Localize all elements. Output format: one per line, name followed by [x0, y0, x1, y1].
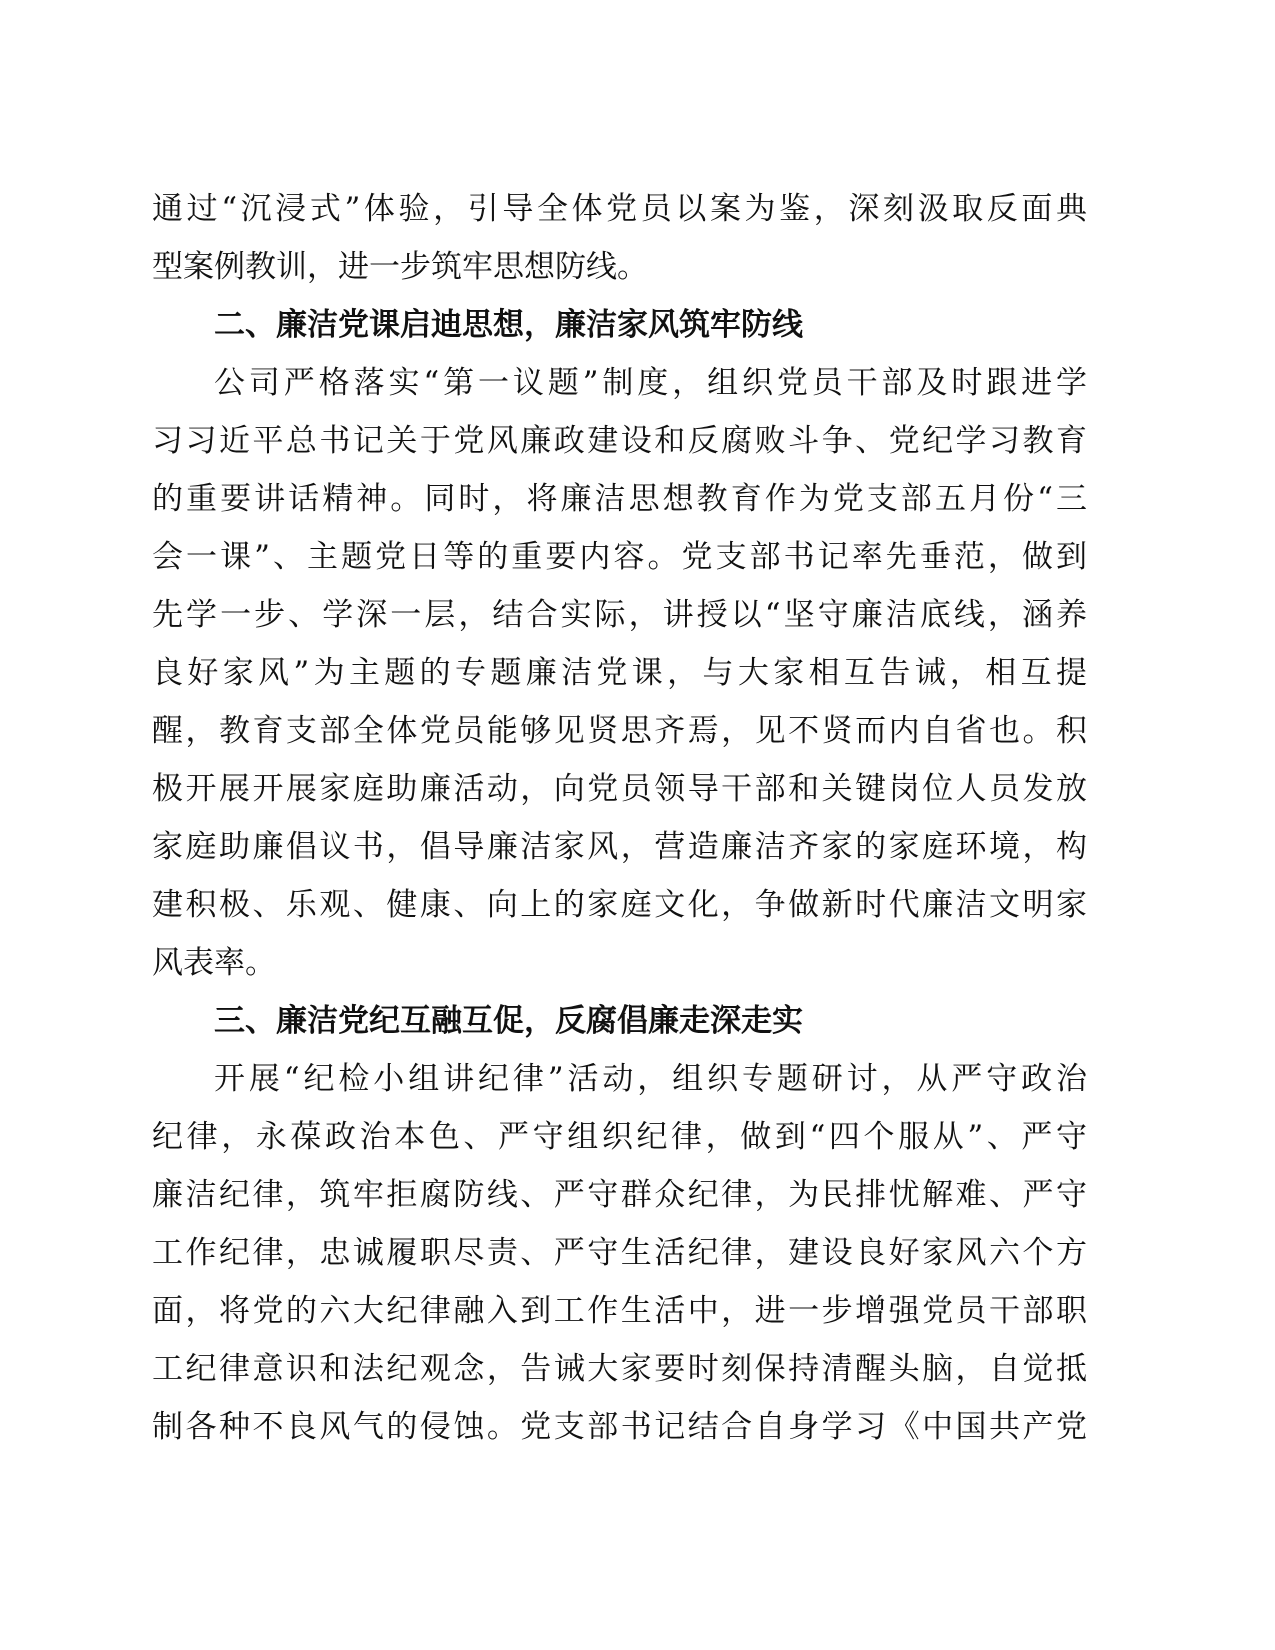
- paragraph-line: 型案例教训，进一步筑牢思想防线。: [152, 249, 648, 285]
- paragraph-line: 良好家风”为主题的专题廉洁党课，与大家相互告诫，相互提: [152, 655, 1087, 691]
- paragraph-line: 通过“沉浸式”体验，引导全体党员以案为鉴，深刻汲取反面典: [152, 191, 1087, 227]
- paragraph-line: 极开展开展家庭助廉活动，向党员领导干部和关键岗位人员发放: [152, 771, 1087, 807]
- paragraph-line: 制各种不良风气的侵蚀。党支部书记结合自身学习《中国共产党: [152, 1409, 1087, 1445]
- section-heading-2: 二、廉洁党课启迪思想，廉洁家风筑牢防线: [214, 307, 803, 343]
- paragraph-line: 会一课”、主题党日等的重要内容。党支部书记率先垂范，做到: [152, 539, 1087, 575]
- paragraph-line: 先学一步、学深一层，结合实际，讲授以“坚守廉洁底线，涵养: [152, 597, 1087, 633]
- paragraph-line: 开展“纪检小组讲纪律”活动，组织专题研讨，从严守政治: [214, 1061, 1087, 1097]
- paragraph-line: 的重要讲话精神。同时，将廉洁思想教育作为党支部五月份“三: [152, 481, 1087, 517]
- paragraph-line: 公司严格落实“第一议题”制度，组织党员干部及时跟进学: [214, 365, 1087, 401]
- paragraph-line: 家庭助廉倡议书，倡导廉洁家风，营造廉洁齐家的家庭环境，构: [152, 829, 1087, 865]
- paragraph-line: 纪律，永葆政治本色、严守组织纪律，做到“四个服从”、严守: [152, 1119, 1087, 1155]
- paragraph-line: 建积极、乐观、健康、向上的家庭文化，争做新时代廉洁文明家: [152, 887, 1087, 923]
- section-3-paragraph: [152, 1050, 1087, 1456]
- paragraph-line: 面，将党的六大纪律融入到工作生活中，进一步增强党员干部职: [152, 1293, 1087, 1329]
- paragraph-line: 习习近平总书记关于党风廉政建设和反腐败斗争、党纪学习教育: [152, 423, 1087, 459]
- paragraph-line: 醒，教育支部全体党员能够见贤思齐焉，见不贤而内自省也。积: [152, 713, 1087, 749]
- paragraph-line: 廉洁纪律，筑牢拒腐防线、严守群众纪律，为民排忧解难、严守: [152, 1177, 1087, 1213]
- paragraph-line: 风表率。: [152, 945, 276, 981]
- section-2-paragraph: [152, 354, 1087, 992]
- continuation-paragraph: [152, 180, 1087, 296]
- paragraph-line: 工纪律意识和法纪观念，告诫大家要时刻保持清醒头脑，自觉抵: [152, 1351, 1087, 1387]
- paragraph-line: 工作纪律，忠诚履职尽责、严守生活纪律，建设良好家风六个方: [152, 1235, 1087, 1271]
- section-heading-3: 三、廉洁党纪互融互促，反腐倡廉走深走实: [214, 1003, 803, 1039]
- document-body: [152, 180, 1087, 1456]
